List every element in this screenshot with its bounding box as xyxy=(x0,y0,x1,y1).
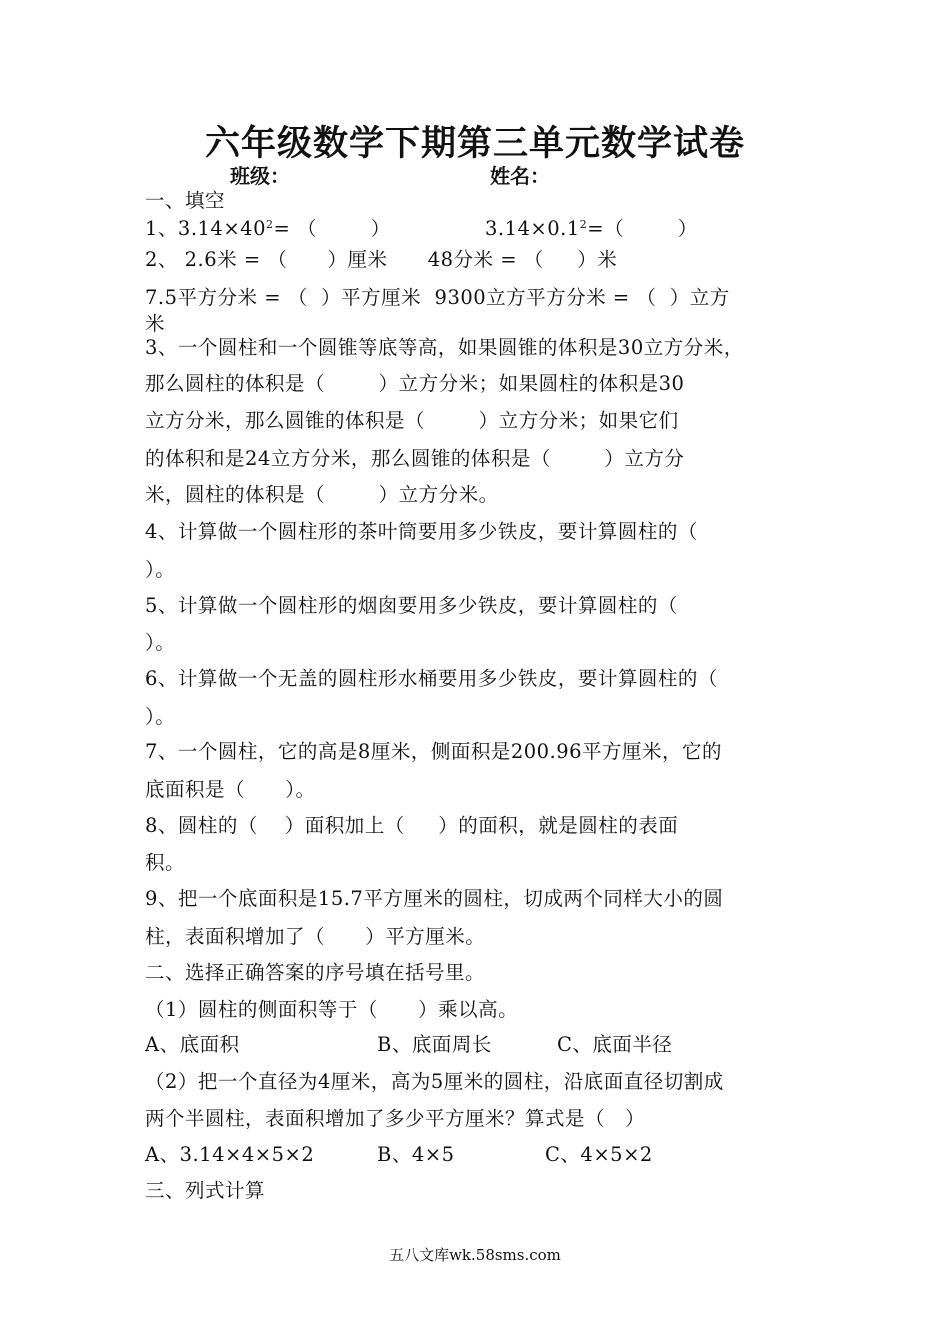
question-3-line3: 立方分米，那么圆锥的体积是（ ）立方分米；如果它们 xyxy=(145,409,679,432)
question-5-line2: ）。 xyxy=(145,631,176,654)
question-5-line1: 5、计算做一个圆柱形的烟囱要用多少铁皮，要计算圆柱的（ xyxy=(145,594,678,617)
question-3-line5: 米，圆柱的体积是（ ）立方分米。 xyxy=(145,483,499,506)
choice-question-2-line2: 两个半圆柱，表面积增加了多少平方厘米？算式是（ ） xyxy=(145,1107,646,1130)
choice-2-option-b: B、4×5 xyxy=(377,1143,455,1166)
question-2-line1: 2、 2.6米 = （ ）厘米 48分米 = （ ）米 xyxy=(145,248,618,271)
question-9-line2: 柱，表面积增加了（ ）平方厘米。 xyxy=(145,925,486,948)
choice-2-option-c: C、4×5×2 xyxy=(545,1143,653,1166)
question-2-line2: 7.5平方分米 = （ ）平方厘米 9300立方平方分米 = （ ）立方 xyxy=(145,286,730,309)
question-8-line1: 8、圆柱的（ ）面积加上（ ）的面积，就是圆柱的表面 xyxy=(145,814,679,837)
question-3-line4: 的体积和是24立方分米，那么圆锥的体积是（ ）立方分 xyxy=(145,447,685,470)
choice-question-1: （1）圆柱的侧面积等于（ ）乘以高。 xyxy=(145,998,519,1021)
section1-heading: 一、填空 xyxy=(145,189,226,212)
choice-1-option-a: A、底面积 xyxy=(145,1033,240,1056)
question-8-line2: 积。 xyxy=(145,851,186,874)
question-3-line2: 那么圆柱的体积是（ ）立方分米；如果圆柱的体积是30 xyxy=(145,372,685,395)
class-label: 班级： xyxy=(230,164,290,188)
choice-question-2-line1: （2）把一个直径为4厘米，高为5厘米的圆柱，沿底面直径切割成 xyxy=(145,1070,724,1093)
question-3-line1: 3、一个圆柱和一个圆锥等底等高，如果圆锥的体积是30立方分米， xyxy=(145,336,744,359)
question-2-line3: 米 xyxy=(145,312,166,335)
name-label: 姓名： xyxy=(490,164,550,188)
section2-heading: 二、选择正确答案的序号填在括号里。 xyxy=(145,961,486,984)
question-7-line1: 7、一个圆柱，它的高是8厘米，侧面积是200.96平方厘米，它的 xyxy=(145,740,723,763)
page-title: 六年级数学下期第三单元数学试卷 xyxy=(204,124,745,164)
question-6-line1: 6、计算做一个无盖的圆柱形水桶要用多少铁皮，要计算圆柱的（ xyxy=(145,667,718,690)
choice-1-option-c: C、底面半径 xyxy=(557,1033,673,1056)
question-1: 1、$3.14\times 40^2=$ （ ） xyxy=(145,217,391,240)
footer-watermark: 五八文库wk.58sms.com xyxy=(389,1246,561,1264)
question-1b: $3.14\times 0.1^2=$（ ） xyxy=(485,217,698,240)
choice-1-option-b: B、底面周长 xyxy=(377,1033,492,1056)
question-7-line2: 底面积是（ ）。 xyxy=(145,778,316,801)
question-4-line2: ）。 xyxy=(145,558,176,581)
question-4-line1: 4、计算做一个圆柱形的茶叶筒要用多少铁皮，要计算圆柱的（ xyxy=(145,520,698,543)
section3-heading: 三、列式计算 xyxy=(145,1179,266,1202)
question-6-line2: ）。 xyxy=(145,705,176,728)
question-9-line1: 9、把一个底面积是15.7平方厘米的圆柱，切成两个同样大小的圆 xyxy=(145,887,724,910)
choice-2-option-a: A、3.14×4×5×2 xyxy=(145,1143,315,1166)
